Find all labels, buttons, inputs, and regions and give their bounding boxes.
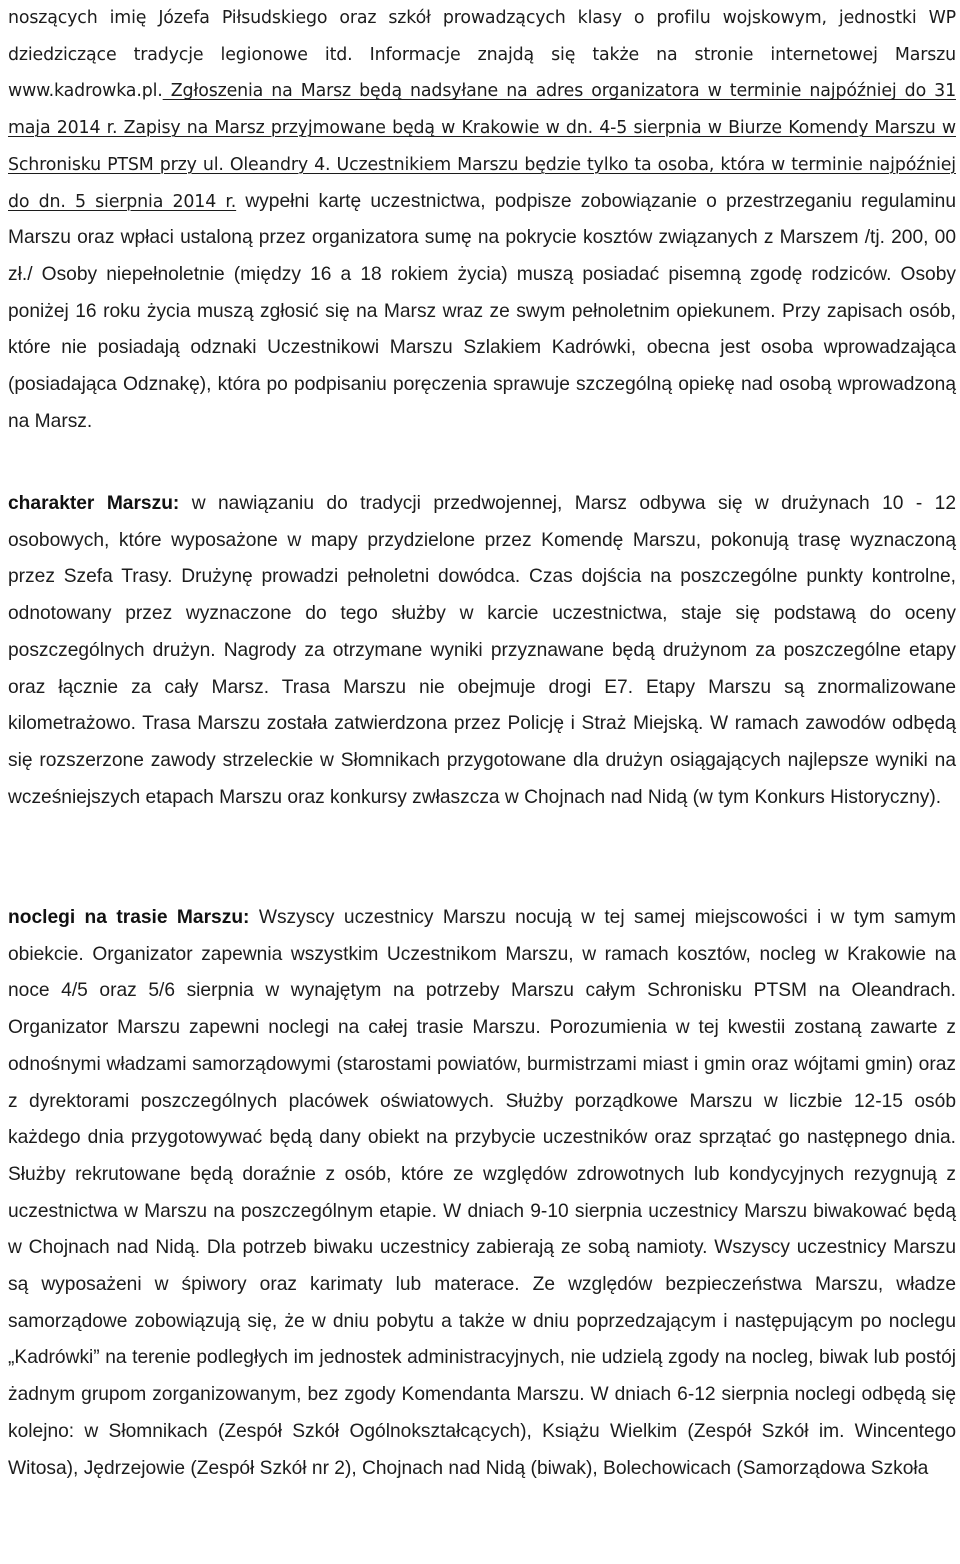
character-text: w nawiązaniu do tradycji przedwojennej, Marsz odbywa się w drużynach 10 - 12 osobowych, które wyposażone w mapy przydzielone przez Komendę Marszu, pokonują trasę wyznaczoną przez Szefa Trasy. Drużynę prowadzi pełnoletni dowódca. Czas dojścia na poszczególne punkty kontrolne, odnotowany przez wyznaczone do tego służby w karcie uczestnictwa, staje się podstawą do oceny poszczególnych drużyn. Nagrody za otrzymane wyniki przyznawane będą drużynom za poszczególne etapy oraz łącznie za cały Marsz. Trasa Marszu nie obejmuje drogi E7. Etapy Marszu są znormalizowane kilometrażowo. Trasa Marszu została zatwierdzona przez Policję i Straż Miejską. W ramach zawodów odbędą się rozszerzone zawody strzeleckie w Słomnikach przygotowane dla drużyn osiągających najlepsze wyniki na wcześniejszych etapach Marszu oraz konkursy zwłaszcza w Chojnach nad Nidą (w tym Konkurs Historyczny). bbox=[8, 493, 956, 808]
intro-text-part4: Przy zapisach osób, które nie posiadają odznaki Uczestnikowi Marszu Szlakiem Kadrówki, obecna jest osoba wprowadzająca (posiadająca Odznakę), która po podpisaniu poręczenia sprawuje szczególną opiekę nad osobą wprowadzoną na Marsz. bbox=[8, 300, 956, 432]
intro-text-part1: noszących imię Józefa Piłsudskiego oraz szkół prowadzących klasy o profilu wojskowym, jednostki WP dziedziczące tradycje legionowe itd. Informacje znajdą się także na stronie internetowej Marszu bbox=[8, 8, 956, 65]
intro-text-part2: Zgłoszenia na Marsz będą nadsyłane na adres organizatora w terminie najpóźniej do 31 maja 2014 r. Zapisy na Marsz przyjmowane będą w Krakowie w dn. 4-5 sierpnia w Biurze Komendy Marszu w Schronisku PTSM przy ul. Oleandry 4. Uczestnikiem Marszu będzie tylko ta osoba, która w terminie najpóźniej do dn. 5 sierpnia 2014 r. bbox=[8, 81, 956, 212]
character-paragraph bbox=[8, 486, 956, 816]
character-heading-rest: Marszu: bbox=[94, 493, 180, 514]
lodging-paragraph bbox=[8, 900, 956, 1487]
character-heading-bold: charakter bbox=[8, 493, 95, 514]
intro-paragraph bbox=[8, 0, 956, 440]
lodging-heading: noclegi na trasie Marszu: bbox=[8, 907, 250, 928]
lodging-text: Wszyscy uczestnicy Marszu nocują w tej samej miejscowości i w tym samym obiekcie. Organizator zapewnia wszystkim Uczestnikom Marszu, w ramach kosztów, nocleg w Krakowie na noce 4/5 oraz 5/6 sierpnia w wynajętym na potrzeby Marszu całym Schronisku PTSM na Oleandrach. Organizator Marszu zapewni noclegi na całej trasie Marszu. Porozumienia w tej kwestii zostaną zawarte z odnośnymi władzami samorządowymi (starostami powiatów, burmistrzami miast i gmin oraz wójtami gmin) oraz z dyrektorami poszczególnych placówek oświatowych. Służby porządkowe Marszu w liczbie 12-15 osób każdego dnia przygotowywać będą dany obiekt na przybycie uczestników oraz sprzątać go następnego dnia. Służby rekrutowane będą doraźnie z osób, które ze względów zdrowotnych lub kondycyjnych rezygnują z uczestnictwa w Marszu na poszczególnym etapie. W dniach 9-10 sierpnia uczestnicy Marszu biwakować będą w Chojnach nad Nidą. Dla potrzeb biwaku uczestnicy zabierają ze sobą namioty. Wszyscy uczestnicy Marszu są wyposażeni w śpiwory oraz karimaty lub materace. Ze względów bezpieczeństwa Marszu, władze samorządowe zobowiązują się, że w dniu pobytu a także w dniu poprzedzającym i następującym po noclegu „Kadrówki” na terenie podległych im jednostek administracyjnych, nie udzielą zgody na nocleg, biwak lub postój żadnym grupom zorganizowanym, bez zgody Komendanta Marszu. W dniach 6-12 sierpnia noclegi odbędą się kolejno: w Słomnikach (Zespół Szkół Ogólnokształcących), Książu Wielkim (Zespół Szkół im. Wincentego Witosa), Jędrzejowie (Zespół Szkół nr 2), Chojnach nad Nidą (biwak), Bolechowicach (Samorządowa Szkoła bbox=[8, 907, 956, 1479]
intro-text-part3: wypełni kartę uczestnictwa, podpisze zobowiązanie o przestrzeganiu regulaminu Marszu oraz wpłaci ustaloną przez organizatora sumę na pokrycie kosztów związanych z Marszem /tj. 200, 00 zł./ Osoby niepełnoletnie (między 16 a 18 rokiem życia) muszą posiadać pisemną zgodę rodziców. Osoby poniżej 16 roku życia muszą zgłosić się na Marsz wraz ze swym pełnoletnim opiekunem. bbox=[8, 190, 956, 322]
website-link[interactable]: www.kadrowka.pl. bbox=[8, 81, 163, 102]
